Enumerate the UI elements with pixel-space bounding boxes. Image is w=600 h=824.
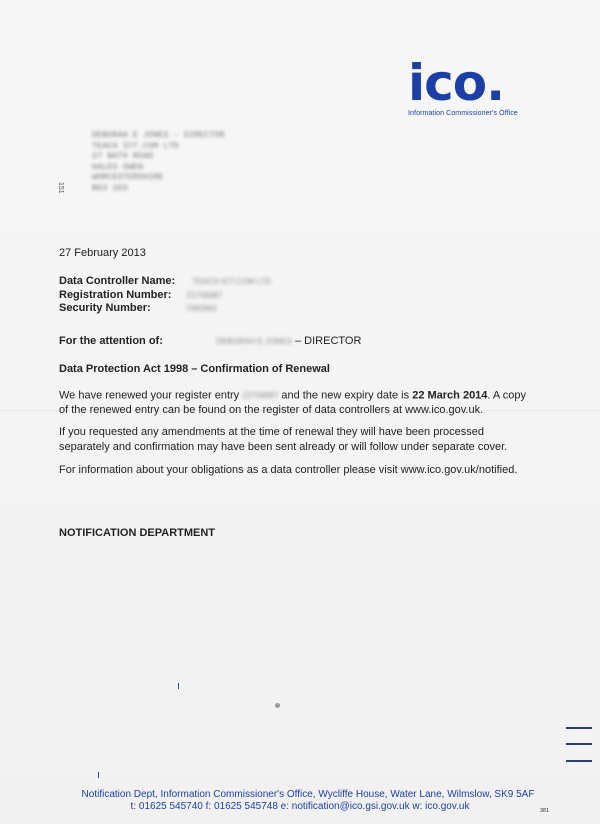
ink-speck xyxy=(98,772,99,778)
para-text: and the new expiry date is xyxy=(281,389,410,402)
logo-wordmark: ico. xyxy=(408,54,505,112)
field-value: Z2706987 xyxy=(186,290,223,300)
fold-mark xyxy=(566,760,592,762)
paper-speck xyxy=(275,703,280,708)
attention-row xyxy=(59,335,361,347)
para-text: We have renewed your register entry xyxy=(59,389,240,402)
field-row xyxy=(59,302,217,314)
recipient-address xyxy=(92,130,225,193)
address-line: HALES OWEN xyxy=(92,161,144,172)
address-line: TEACH ICT.COM LTD xyxy=(92,140,179,151)
field-value: TEACH ICT.COM LTD xyxy=(192,276,272,286)
field-row xyxy=(59,275,271,287)
letter-date: 27 February 2013 xyxy=(59,247,146,259)
field-label: Data Controller Name: xyxy=(59,275,176,287)
field-label: Registration Number: xyxy=(59,289,172,301)
field-row xyxy=(59,289,223,301)
expiry-date: 22 March 2014 xyxy=(412,389,488,402)
paragraph-obligations: For information about your obligations as a data controller please visit www.ico.gov.uk/notified. xyxy=(59,464,518,476)
sign-off: NOTIFICATION DEPARTMENT xyxy=(59,527,216,539)
attention-label: For the attention of: xyxy=(59,335,163,347)
address-line: 27 BATH ROAD xyxy=(92,151,154,161)
address-line: B63 1EG xyxy=(92,182,128,193)
fold-mark xyxy=(566,727,592,729)
attention-name: DEBORAH E JONES xyxy=(215,336,292,346)
side-mark: 151 xyxy=(57,182,64,194)
register-entry: Z2706987 xyxy=(242,391,279,400)
ink-speck xyxy=(178,683,179,689)
fold-mark xyxy=(566,743,592,745)
ico-logo xyxy=(408,54,548,117)
field-label: Security Number: xyxy=(59,302,151,314)
field-value: 7060962 xyxy=(185,303,217,313)
attention-role: – DIRECTOR xyxy=(291,335,362,347)
para-text: . A copy of the renewed entry can be found on the register of data controllers at www.ico.gov.uk. xyxy=(59,389,526,417)
footer-address: Notification Dept, Information Commissioner's Office, Wycliffe House, Water Lane, Wilmslow, SK9 5AF xyxy=(81,789,535,800)
paragraph-renewal xyxy=(59,388,529,418)
logo-subtitle: Information Commissioner's Office xyxy=(408,110,518,117)
address-line: DEBORAH E JONES - DIRECTOR xyxy=(92,130,225,140)
address-line: WORCESTERSHIRE xyxy=(92,172,164,182)
page-code: 381 xyxy=(540,808,550,814)
footer-contact: t: 01625 545740 f: 01625 545748 e: notification@ico.gsi.gov.uk w: ico.gov.uk xyxy=(130,801,470,812)
letter-subject: Data Protection Act 1998 – Confirmation of Renewal xyxy=(59,363,330,375)
paragraph-amendments: If you requested any amendments at the time of renewal they will have been processed separately and confirmation may have been sent already or will follow under separate cover. xyxy=(59,426,508,453)
